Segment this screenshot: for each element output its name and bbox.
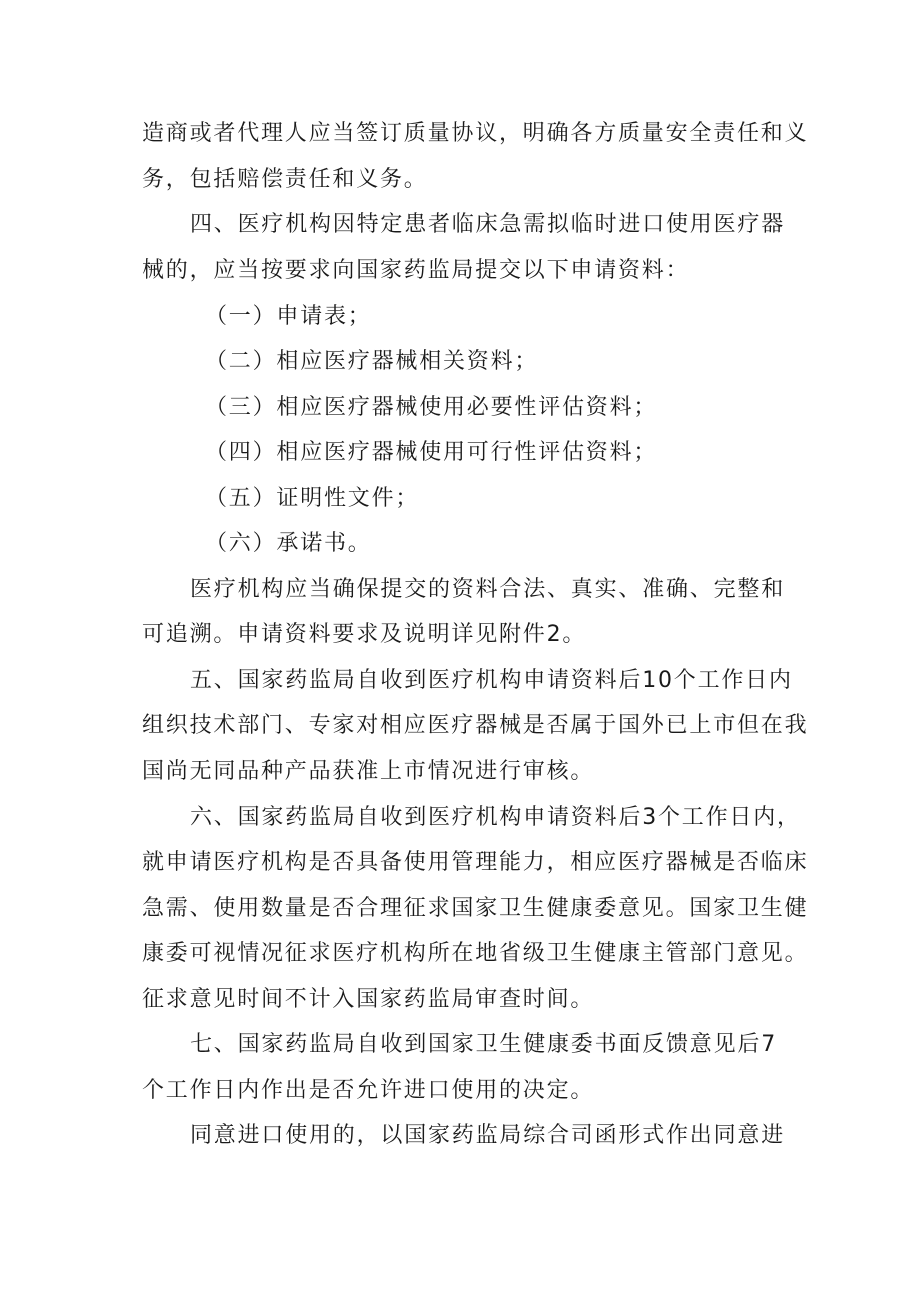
text-line: 就申请医疗机构是否具备使用管理能力，相应医疗器械是否临床: [142, 850, 809, 875]
text-line: 械的，应当按要求向国家药监局提交以下申请资料：: [142, 258, 690, 283]
list-item: （四）相应医疗器械使用可行性评估资料；: [205, 440, 658, 465]
list-item: （一）申请表；: [205, 304, 372, 329]
list-item: （五）证明性文件；: [205, 486, 420, 511]
text-line: 造商或者代理人应当签订质量协议，明确各方质量安全责任和义: [142, 121, 809, 146]
text-line: 医疗机构应当确保提交的资料合法、真实、准确、完整和: [190, 577, 786, 602]
paragraph-seven-heading: 七、国家药监局自收到国家卫生健康委书面反馈意见后7: [190, 1032, 777, 1057]
list-item: （二）相应医疗器械相关资料；: [205, 349, 539, 374]
text-line: 国尚无同品种产品获准上市情况进行审核。: [142, 759, 595, 784]
paragraph-five-heading: 五、国家药监局自收到医疗机构申请资料后10个工作日内: [190, 668, 793, 693]
text-line: 个工作日内作出是否允许进口使用的决定。: [142, 1078, 595, 1103]
text-line: 同意进口使用的，以国家药监局综合司函形式作出同意进: [190, 1123, 786, 1148]
text-line: 务，包括赔偿责任和义务。: [142, 167, 428, 192]
text-line: 康委可视情况征求医疗机构所在地省级卫生健康主管部门意见。: [142, 941, 809, 966]
text-line: 征求意见时间不计入国家药监局审查时间。: [142, 987, 595, 1012]
paragraph-four-heading: 四、医疗机构因特定患者临床急需拟临时进口使用医疗器: [190, 212, 786, 237]
list-item: （三）相应医疗器械使用必要性评估资料；: [205, 395, 658, 420]
paragraph-six-heading: 六、国家药监局自收到医疗机构申请资料后3个工作日内，: [190, 805, 801, 830]
text-line: 组织技术部门、专家对相应医疗器械是否属于国外已上市但在我: [142, 713, 809, 738]
list-item: （六）承诺书。: [205, 531, 372, 556]
text-line: 可追溯。申请资料要求及说明详见附件2。: [142, 622, 587, 647]
text-line: 急需、使用数量是否合理征求国家卫生健康委意见。国家卫生健: [142, 896, 809, 921]
